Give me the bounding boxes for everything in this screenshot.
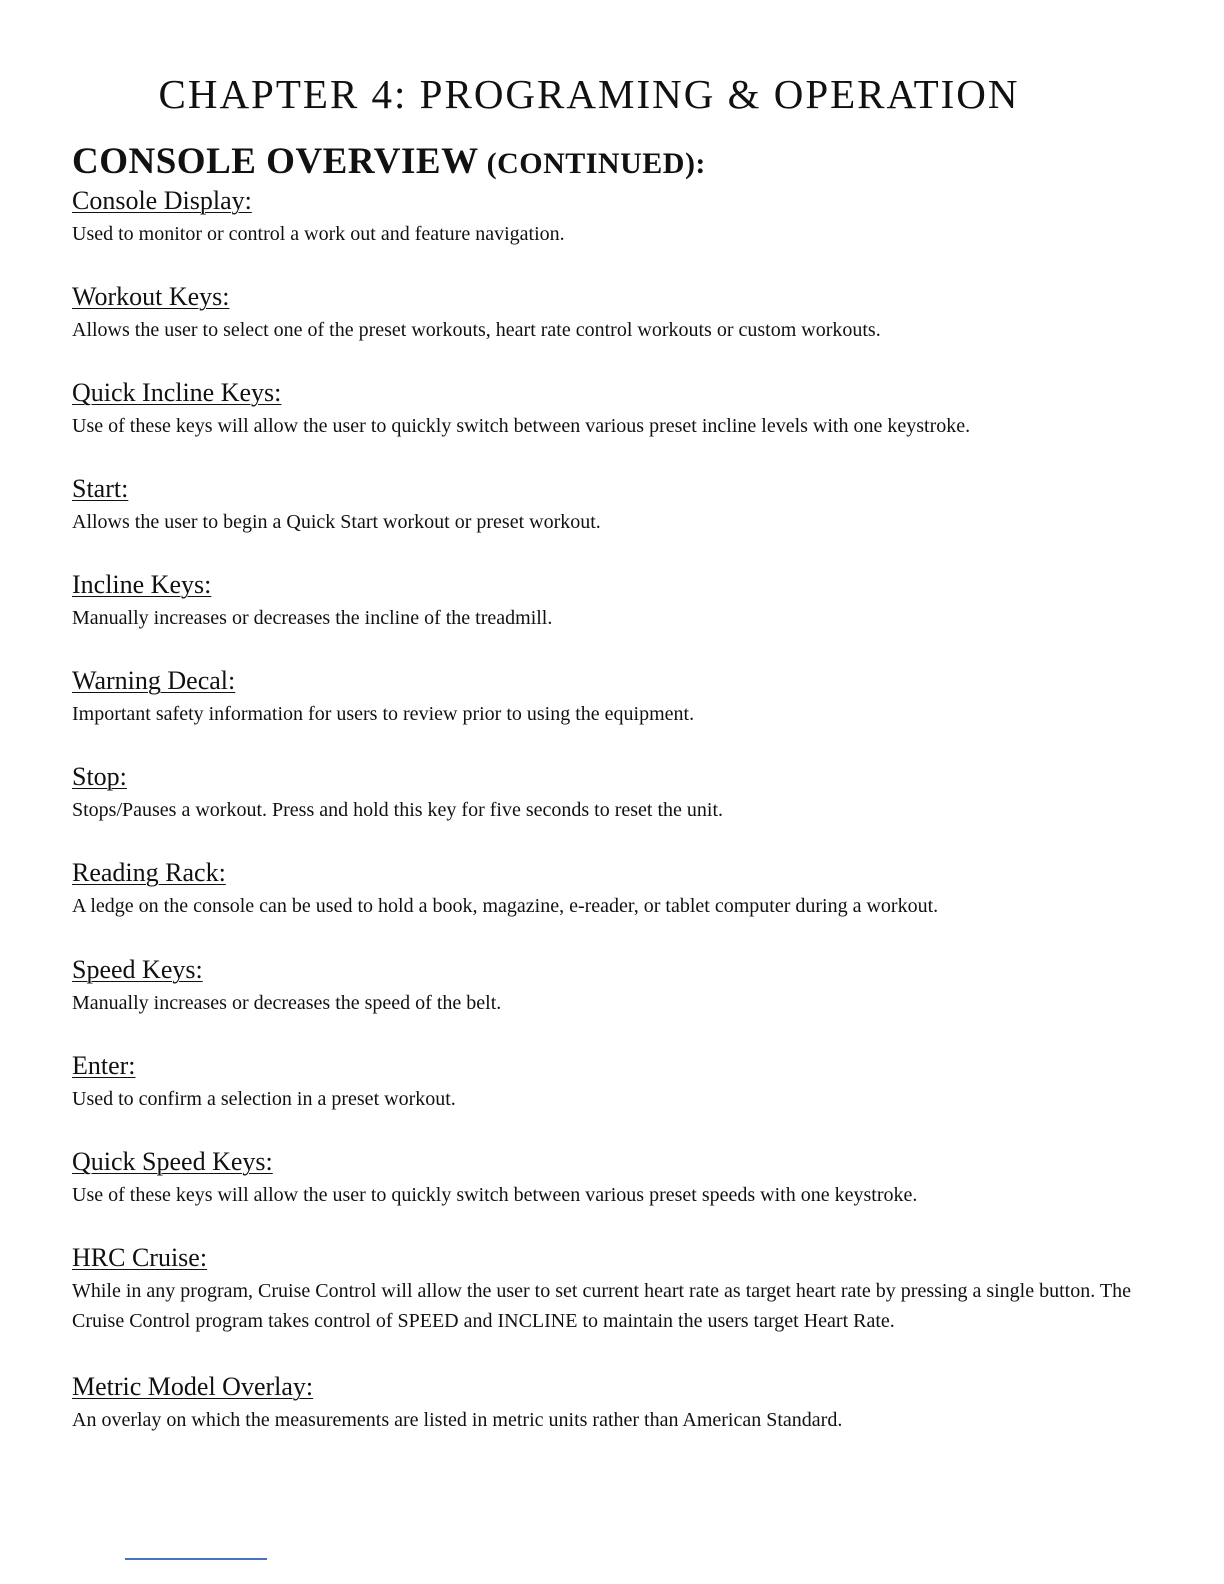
entry-speed-keys (72, 955, 1152, 1018)
entry-description: Used to confirm a selection in a preset workout. (72, 1088, 456, 1110)
entry-stop (72, 762, 1152, 825)
entry-label: Warning Decal: (72, 666, 236, 695)
entry-label: Workout Keys: (72, 282, 230, 311)
entry-description: Used to monitor or control a work out and feature navigation. (72, 223, 565, 245)
entry-metric-model-overlay (72, 1372, 1152, 1435)
entry-label: HRC Cruise: (72, 1243, 208, 1272)
entry-warning-decal (72, 666, 1152, 729)
entry-description: Allows the user to select one of the preset workouts, heart rate control workouts or custom workouts. (72, 319, 881, 341)
entry-description: Important safety information for users to review prior to using the equipment. (72, 703, 695, 725)
entry-label: Reading Rack: (72, 858, 226, 887)
entry-workout-keys (72, 282, 1152, 345)
section-title-suffix: (CONTINUED): (478, 147, 706, 180)
entry-description: While in any program, Cruise Control will allow the user to set current heart rate as target heart rate by pressing a single button. The Cruise Control program takes control of SPEED and INCLINE to maintain the users target Heart Rate. (72, 1280, 1131, 1332)
entry-label: Stop: (72, 762, 127, 791)
entry-label: Quick Incline Keys: (72, 378, 282, 407)
entry-label: Start: (72, 474, 129, 503)
entry-incline-keys (72, 570, 1152, 633)
footer-divider (125, 1558, 267, 1560)
entry-description: Manually increases or decreases the speed of the belt. (72, 992, 502, 1014)
entry-label: Incline Keys: (72, 570, 212, 599)
entry-label: Quick Speed Keys: (72, 1147, 273, 1176)
entry-quick-incline-keys (72, 378, 1152, 441)
entry-label: Speed Keys: (72, 955, 203, 984)
entry-description: Stops/Pauses a workout. Press and hold this key for five seconds to reset the unit. (72, 799, 724, 821)
entry-console-display (72, 186, 1152, 249)
entry-description: A ledge on the console can be used to hold a book, magazine, e-reader, or tablet computer during a workout. (72, 895, 939, 917)
entry-label: Metric Model Overlay: (72, 1372, 314, 1401)
entry-reading-rack (72, 858, 1152, 921)
entry-description: Manually increases or decreases the incline of the treadmill. (72, 607, 553, 629)
entry-quick-speed-keys (72, 1147, 1152, 1210)
entry-description: Use of these keys will allow the user to quickly switch between various preset incline levels with one keystroke. (72, 415, 971, 437)
entry-hrc-cruise (72, 1243, 1152, 1336)
entry-description: An overlay on which the measurements are listed in metric units rather than American Standard. (72, 1409, 843, 1431)
entry-start (72, 474, 1152, 537)
chapter-title: CHAPTER 4: PROGRAMING & OPERATION (158, 71, 1020, 117)
section-heading (72, 140, 706, 184)
entry-enter (72, 1051, 1152, 1114)
entry-label: Enter: (72, 1051, 136, 1080)
entry-description: Allows the user to begin a Quick Start workout or preset workout. (72, 511, 601, 533)
entry-label: Console Display: (72, 186, 252, 215)
entry-description: Use of these keys will allow the user to quickly switch between various preset speeds with one keystroke. (72, 1184, 918, 1206)
section-title-main: CONSOLE OVERVIEW (72, 141, 479, 182)
